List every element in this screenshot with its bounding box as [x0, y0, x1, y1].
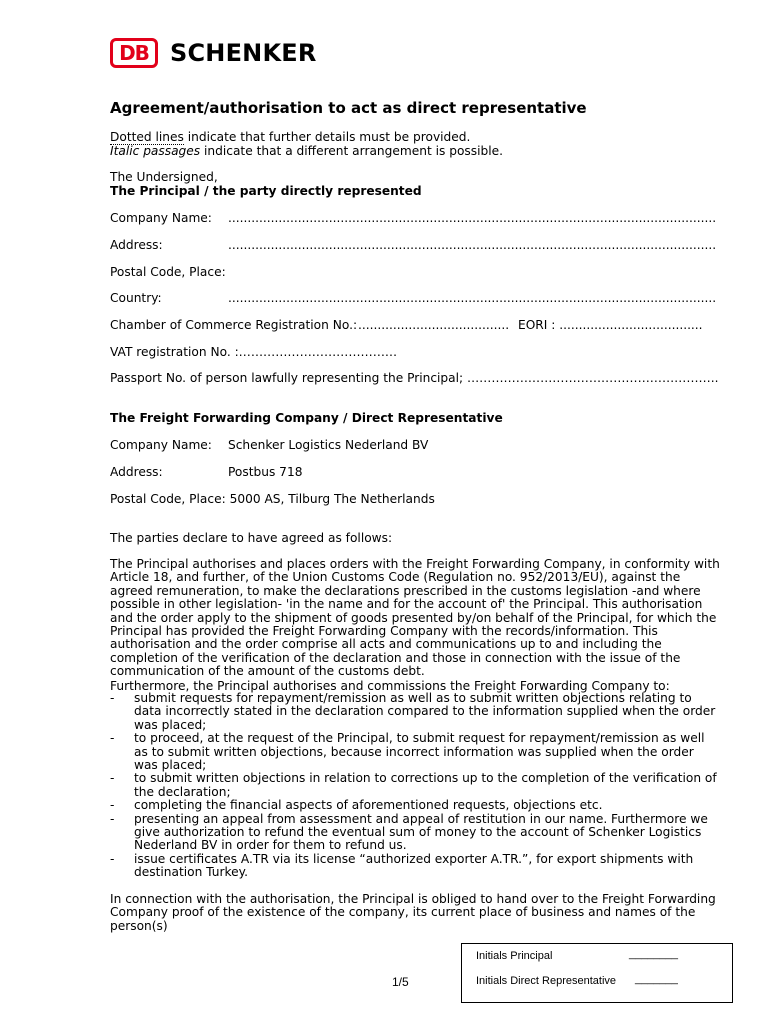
list-item-text: presenting an appeal from assessment and appeal of restitution in our name. Furthermore we give authorization to refund the eventual sum of money to the account of Schenker Logistics Nederland BV in order for them to refund us. — [134, 811, 708, 853]
list-item-text: issue certificates A.TR via its license “authorized exporter A.TR.”, for export shipments with destination Turkey. — [134, 851, 694, 880]
vat-row — [110, 345, 397, 359]
principal-company-field[interactable]: .............................................................................................................................. — [228, 211, 717, 225]
eori-field[interactable]: ..................................... — [559, 318, 703, 332]
document-title: Agreement/authorisation to act as direct representative — [110, 99, 587, 117]
list-item-text: completing the financial aspects of aforementioned requests, objections etc. — [134, 798, 603, 813]
principal-company-label: Company Name: — [110, 211, 212, 225]
initials-representative-label: Initials Direct Representative — [476, 975, 617, 987]
dotted-lines-term: Dotted lines — [110, 130, 184, 144]
note-dotted-line — [110, 130, 470, 144]
list-item — [110, 772, 720, 799]
dotted-lines-explanation: indicate that further details must be provided. — [183, 130, 471, 144]
furthermore-text: Furthermore, the Principal authorises and commissions the Freight Forwarding Company to: — [110, 679, 670, 693]
authorisation-list — [110, 692, 720, 880]
forwarder-company-label: Company Name: — [110, 438, 212, 452]
principal-heading: The Principal / the party directly represented — [110, 184, 422, 198]
forwarder-postal-label: Postal Code, Place: — [110, 492, 226, 506]
list-dash: - — [110, 731, 115, 746]
authorisation-paragraph: The Principal authorises and places orders with the Freight Forwarding Company, in conformity with Article 18, and further, of the Union Customs Code (Regulation no. 952/2013/EU), against the agreed remuneration, to make the declarations prescribed in the customs legislation -and where possible in other legislation- 'in the name and for the account of' the Principal. This authorisation and the order apply to the shipment of goods presented by/on behalf of the Principal, for which the Principal has provided the Freight Forwarding Company with the records/information. This authorisation and the order comprise all acts and communications up to and including the completion of the verification of the declaration and those in connection with the issue of the communication of the amount of the customs debt. — [110, 557, 720, 679]
principal-country-field[interactable]: .............................................................................................................................. — [228, 291, 717, 305]
vat-label: VAT registration No. : — [110, 345, 239, 359]
forwarder-address-label: Address: — [110, 465, 163, 479]
list-item-text: to submit written objections in relation to corrections up to the completion of the verification of the declaration; — [134, 771, 717, 799]
principal-postal-label: Postal Code, Place: — [110, 265, 226, 279]
vat-field[interactable]: ………………………………… — [238, 345, 398, 359]
chamber-of-commerce-field[interactable]: ....................................... — [358, 318, 510, 332]
principal-address-field[interactable]: .............................................................................................................................. — [228, 238, 717, 252]
eori-row — [518, 318, 703, 332]
list-item — [110, 692, 720, 732]
list-item — [110, 732, 720, 772]
initials-principal-field[interactable]: ________ — [629, 948, 678, 960]
list-item-text: submit requests for repayment/remission as well as to submit written objections relating to data incorrectly stated in the declaration compared to the information supplied when the order was placed; — [134, 691, 716, 732]
forwarder-company-value: Schenker Logistics Nederland BV — [228, 438, 429, 452]
list-dash: - — [110, 771, 115, 786]
passport-field[interactable]: …………………………………………………….. — [466, 371, 719, 385]
list-dash: - — [110, 691, 115, 705]
passport-row — [110, 371, 718, 385]
chamber-of-commerce-label: Chamber of Commerce Registration No.: — [110, 318, 358, 332]
eori-label: EORI : — [518, 318, 560, 332]
forwarder-postal-row — [110, 492, 435, 506]
db-logo-mark: DB — [110, 38, 158, 68]
italic-passages-explanation: indicate that a different arrangement is possible. — [200, 144, 504, 158]
forwarder-postal-value: 5000 AS, Tilburg The Netherlands — [229, 492, 435, 506]
forwarder-heading: The Freight Forwarding Company / Direct Representative — [110, 411, 503, 425]
list-dash: - — [110, 851, 115, 866]
undersigned-text: The Undersigned, — [110, 170, 218, 184]
list-dash: - — [110, 811, 115, 826]
list-dash: - — [110, 798, 115, 813]
initials-box — [461, 943, 733, 1003]
list-item — [110, 799, 720, 812]
brand-name: SCHENKER — [170, 39, 317, 67]
italic-passages-term: Italic passages — [110, 144, 201, 158]
passport-label: Passport No. of person lawfully representing the Principal; — [110, 371, 464, 385]
connection-paragraph: In connection with the authorisation, the Principal is obliged to hand over to the Freight Forwarding Company proof of the existence of the company, its current place of business and names of the person(s) — [110, 892, 716, 933]
page-number: 1/5 — [392, 975, 409, 989]
note-italic-line — [110, 144, 503, 158]
principal-country-label: Country: — [110, 291, 162, 305]
list-item — [110, 853, 720, 880]
list-item — [110, 813, 720, 853]
parties-declare-text: The parties declare to have agreed as follows: — [110, 531, 393, 545]
db-schenker-logo — [110, 36, 317, 70]
list-item-text: to proceed, at the request of the Principal, to submit request for repayment/remission as well as to submit written objections, because incorrect information was supplied when the order was placed; — [134, 731, 705, 773]
initials-principal-label: Initials Principal — [476, 950, 553, 962]
initials-representative-field[interactable]: _______ — [635, 973, 678, 985]
principal-address-label: Address: — [110, 238, 163, 252]
forwarder-address-value: Postbus 718 — [228, 465, 303, 479]
